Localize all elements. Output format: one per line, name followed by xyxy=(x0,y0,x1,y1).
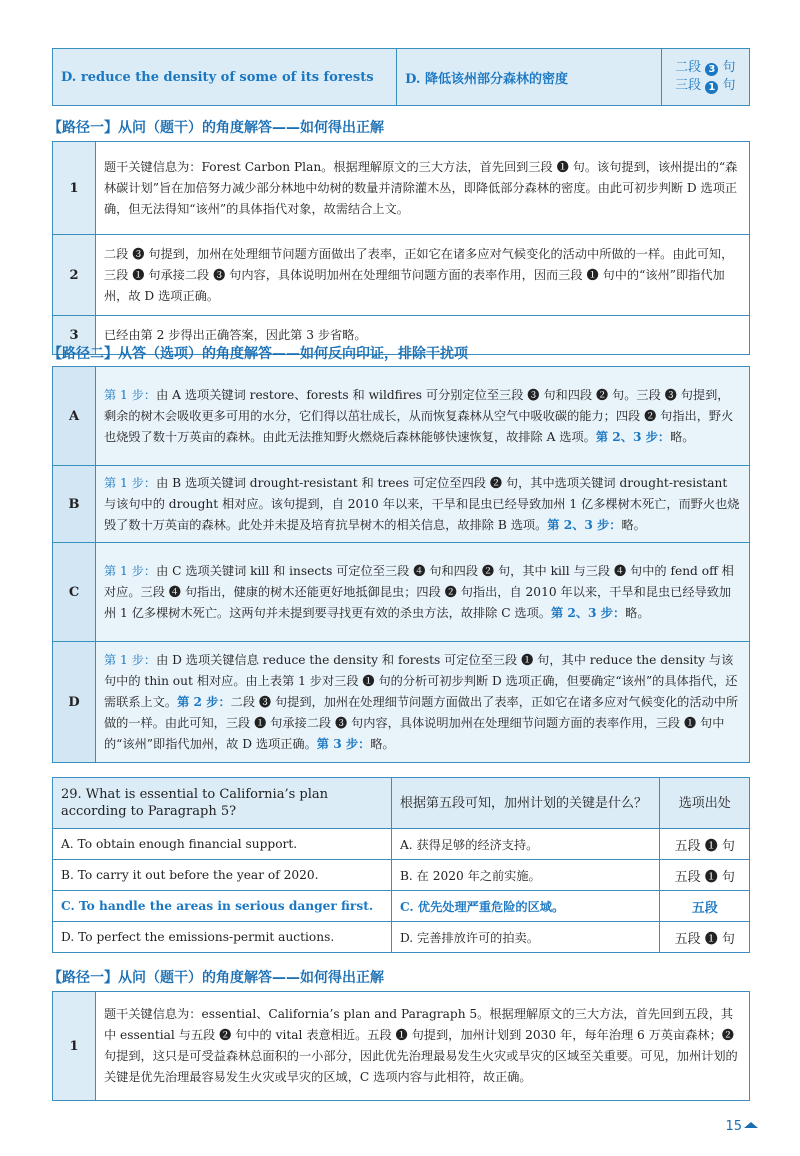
step23-label: 第 2、3 步： xyxy=(550,605,626,620)
option-d-cn: D. 降低该州部分森林的密度 xyxy=(397,49,662,106)
option-source: 五段 ❶ 句 xyxy=(660,829,750,860)
table-row xyxy=(53,891,750,922)
option-analysis xyxy=(96,543,750,642)
step2-label: 第 2 步： xyxy=(177,694,231,709)
option-cn: A. 获得足够的经济支持。 xyxy=(391,829,660,860)
step23-label: 第 2、3 步： xyxy=(547,517,622,532)
option-en: B. To carry it out before the year of 2020. xyxy=(53,860,392,891)
table-row xyxy=(53,860,750,891)
analysis-tail: 略。 xyxy=(625,605,650,620)
step-text: 题干关键信息为：Forest Carbon Plan。根据理解原文的三大方法，首先回到三段 ❶ 句。该句提到，该州提出的“森林碳计划”旨在加倍努力减少部分林地中幼树的数量并清除灌木丛，即降低部分森林的密度。由此可初步判断 D 选项正确，但无法得知“该州”的具体指代对象，故需结合上文。 xyxy=(96,142,750,235)
step1-label: 第 1 步： xyxy=(104,652,157,667)
circled-number-icon: 1 xyxy=(705,81,718,94)
step-number: 1 xyxy=(53,992,96,1101)
table-row xyxy=(53,992,750,1101)
step-text: 题干关键信息为：essential、California’s plan and Paragraph 5。根据理解原文的三大方法，首先回到五段，其中 essential 与五段 ❷ 句中的 vital 表意相近。五段 ❶ 句提到，加州计划到 2030 年，每年治理 6 万英亩森林；❷ 句提到，这只是可受益森林总面积的一小部分，因此优先治理最易发生火灾或旱灾的区域至关重要。可见，加州计划的关键是优先治理最容易发生火灾或旱灾的区域，C 选项内容与此相符，故正确。 xyxy=(96,992,750,1101)
analysis-tail: 略。 xyxy=(670,429,695,444)
path1-title: 【路径一】从问（题干）的角度解答——如何得出正解 xyxy=(48,120,384,136)
step23-label: 第 2、3 步： xyxy=(595,429,671,444)
analysis-tail: 略。 xyxy=(621,517,646,532)
question-en: 29. What is essential to California’s plan according to Paragraph 5? xyxy=(53,778,392,829)
analysis-tail: 略。 xyxy=(370,736,395,751)
analysis-text: 由 C 选项关键词 kill 和 insects 可定位至三段 ❹ 句和四段 ❷ 句，其中 kill 与三段 ❹ 句中的 fend off 相对应。三段 ❹ 句指出，健康的树木还能更好地抵御昆虫；四段 ❷ 句指出，自 2010 年以来，干旱和昆虫已经导致加州 1 亿多棵树木死亡。这两句并未提到要寻找更有效的杀虫方法，故排除 C 选项。 xyxy=(104,563,734,620)
option-letter: D xyxy=(53,642,96,763)
option-d-en: D. reduce the density of some of its forests xyxy=(53,49,397,106)
page-number xyxy=(725,1119,758,1134)
step1-label: 第 1 步： xyxy=(104,475,157,490)
table-row xyxy=(53,778,750,829)
option-source: 五段 ❶ 句 xyxy=(660,860,750,891)
path1b-steps-table xyxy=(52,991,750,1101)
analysis-text-2: 二段 ❸ 句提到，加州在处理细节问题方面做出了表率，正如它在诸多应对气候变化的活动中所做的一样。由此可知，三段 ❶ 句承接二段 ❸ 句内容，具体说明加州在处理细节问题方面的表率作用，三段 ❶ 句中的“该州”即指代加州，故 D 选项正确。 xyxy=(104,694,739,751)
option-analysis xyxy=(96,642,750,763)
step-text: 二段 ❸ 句提到，加州在处理细节问题方面做出了表率，正如它在诸多应对气候变化的活动中所做的一样。由此可知，三段 ❶ 句承接二段 ❸ 句内容，具体说明加州在处理细节问题方面的表率作用，因而三段 ❶ 句中的“该州”即指代加州，故 D 选项正确。 xyxy=(96,235,750,316)
step-number: 2 xyxy=(53,235,96,316)
source-line2-suffix: 句 xyxy=(722,78,736,93)
table-row xyxy=(53,142,750,235)
option-source: 五段 ❶ 句 xyxy=(660,922,750,953)
source-line1-label: 二段 xyxy=(675,60,702,75)
question-cn: 根据第五段可知，加州计划的关键是什么？ xyxy=(391,778,660,829)
source-header: 选项出处 xyxy=(660,778,750,829)
option-analysis xyxy=(96,367,750,466)
question-29-table xyxy=(52,777,750,953)
option-letter: A xyxy=(53,367,96,466)
path2-steps-table xyxy=(52,366,750,763)
table-row xyxy=(53,543,750,642)
option-d-row-table xyxy=(52,48,750,106)
analysis-text: 由 D 选项关键信息 reduce the density 和 forests 可定位至三段 ❶ 句，其中 reduce the density 与该句中的 thin out 相对应。由上表第 1 步对三段 ❶ 句的分析可初步判断 D 选项正确，但要确定“该州”的具体指代，还需联系上文。 xyxy=(104,652,738,709)
option-letter: B xyxy=(53,466,96,543)
option-cn: D. 完善排放许可的拍卖。 xyxy=(391,922,660,953)
table-row xyxy=(53,367,750,466)
path2-title: 【路径二】从答（选项）的角度解答——如何反向印证，排除干扰项 xyxy=(48,346,468,362)
analysis-text: 由 B 选项关键词 drought-resistant 和 trees 可定位至四段 ❷ 句，其中选项关键词 drought-resistant 与该句中的 drought 相对应。该句提到，自 2010 年以来，干旱和昆虫已经导致加州 1 亿多棵树木死亡，而野火也烧毁了数十万英亩的森林。此处并未提及培育抗旱树木的相关信息，故排除 B 选项。 xyxy=(104,475,740,532)
table-row xyxy=(53,466,750,543)
table-row xyxy=(53,235,750,316)
step-number: 1 xyxy=(53,142,96,235)
option-analysis xyxy=(96,466,750,543)
path1b-title: 【路径一】从问（题干）的角度解答——如何得出正解 xyxy=(48,970,384,986)
step-text: 已经由第 2 步得出正确答案，因此第 3 步省略。 xyxy=(96,316,750,355)
source-line1-suffix: 句 xyxy=(722,60,736,75)
option-d-source xyxy=(661,49,749,106)
step-number: 3 xyxy=(53,316,96,355)
analysis-text: 由 A 选项关键词 restore、forests 和 wildfires 可分别定位至三段 ❸ 句和四段 ❷ 句。三段 ❸ 句提到，剩余的树木会吸收更多可用的水分，它们得以茁壮成长，从而恢复森林从空气中吸收碳的能力；四段 ❷ 句指出，野火也烧毁了数十万英亩的森林。由此无法推知野火燃烧后森林能够快速恢复，故排除 A 选项。 xyxy=(104,387,734,444)
table-row xyxy=(53,642,750,763)
source-line2-label: 三段 xyxy=(675,78,702,93)
option-cn-correct: C. 优先处理严重危险的区域。 xyxy=(391,891,660,922)
option-en: D. To perfect the emissions-permit auctions. xyxy=(53,922,392,953)
option-letter: C xyxy=(53,543,96,642)
circled-number-icon: 3 xyxy=(705,63,718,76)
graduation-cap-icon xyxy=(744,1122,758,1128)
step1-label: 第 1 步： xyxy=(104,387,157,402)
path1-steps-table xyxy=(52,141,750,355)
option-cn: B. 在 2020 年之前实施。 xyxy=(391,860,660,891)
table-row xyxy=(53,829,750,860)
option-en: A. To obtain enough financial support. xyxy=(53,829,392,860)
option-source-correct: 五段 xyxy=(660,891,750,922)
table-row xyxy=(53,922,750,953)
option-en-correct: C. To handle the areas in serious danger first. xyxy=(53,891,392,922)
page-number-text: 15 xyxy=(725,1119,742,1134)
step1-label: 第 1 步： xyxy=(104,563,157,578)
step3-label: 第 3 步： xyxy=(316,736,371,751)
